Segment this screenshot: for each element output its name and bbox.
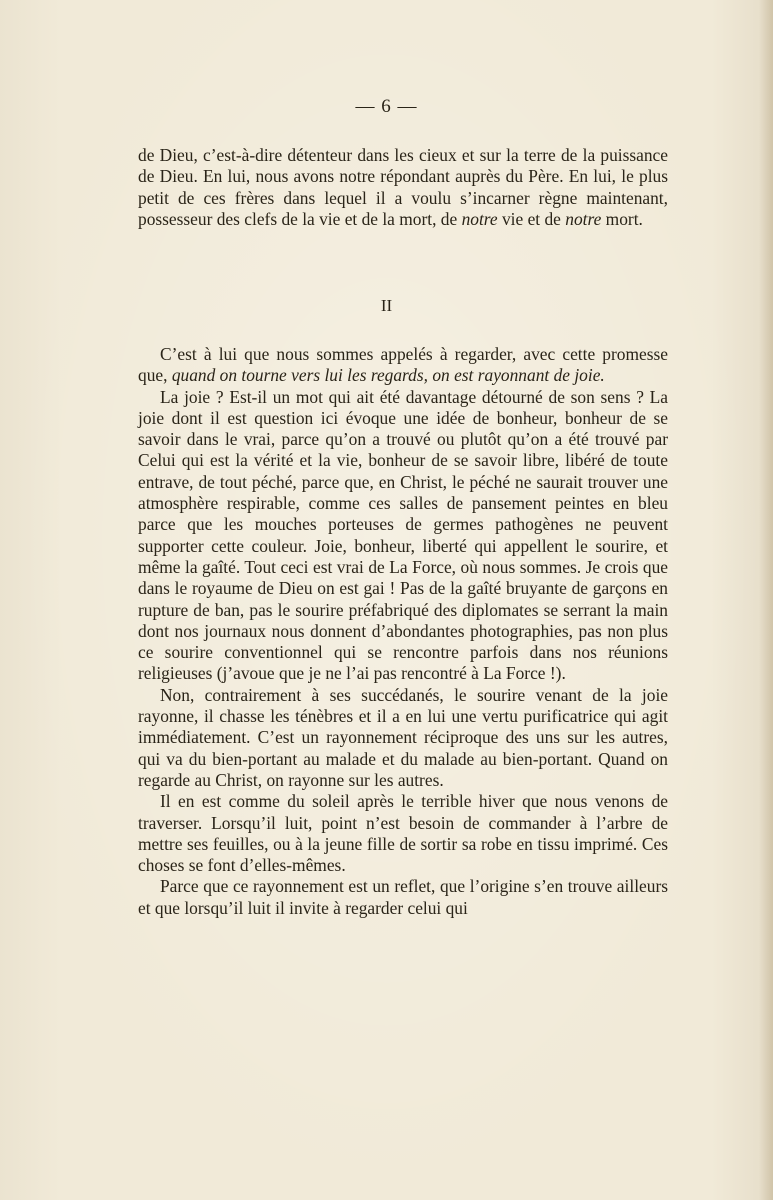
text-block-section-ii [138,344,668,919]
paragraph-continuation [138,145,668,230]
paragraph: Il en est comme du soleil après le terrible hiver que nous venons de traverser. Lorsqu’il luit, point n’est besoin de commander à l’arbre de mettre ses feuilles, ou à la jeune fille de sortir sa robe en tissu imprimé. Ces choses se font d’elles-mêmes. [138,791,668,876]
page-edge [759,0,773,1200]
paragraph: Non, contrairement à ses succédanés, le sourire venant de la joie rayonne, il chasse les ténèbres et il a en lui une vertu purificatrice qui agit immédiatement. C’est un rayonnement réciproque des uns sur les autres, qui va du bien-portant au malade et du malade au bien-portant. Quand on regarde au Christ, on rayonne sur les autres. [138,684,668,790]
emphasis-text: notre [565,208,602,229]
paragraph: La joie ? Est-il un mot qui ait été davantage détourné de son sens ? La joie dont il est question ici évoque une idée de bonheur, bonheur de se savoir dans le vrai, parce qu’on a trouvé ou plutôt qu’on a été trouvé par Celui qui est la vérité et la vie, bonheur de se savoir libre, libéré de toute entrave, de tout péché, parce que, en Christ, le péché ne saurait trouver une atmosphère respirable, comme ces salles de pansement peintes en bleu parce que les mouches porteuses de germes pathogènes ne peuvent supporter cette couleur. Joie, bonheur, liberté qui appellent le sourire, et même la gaîté. Tout ceci est vrai de La Force, où nous sommes. Je crois que dans le royaume de Dieu on est gai ! Pas de la gaîté bruyante de garçons en rupture de ban, pas le sourire préfabriqué des diplomates se serrant la main dont nos journaux nous donnent d’abondantes photographies, pas non plus ce sourire conventionnel qui se rencontre parfois dans nos réunions religieuses (j’avoue que je ne l’ai pas rencontré à La Force !). [138,386,668,684]
text-block-top [138,145,668,230]
paragraph-text: de Dieu, c’est-à-dire détenteur dans les cieux et sur la terre de la puissance de Dieu. En lui, nous avons notre répondant auprès du Père. En lui, le plus petit de ces frères dans lequel il a voulu s’incarner règne maintenant, possesseur des clefs de la vie et de la mort, de [138,145,668,229]
paragraph-text: vie et de [497,208,566,229]
emphasis-text: notre [461,208,498,229]
paragraph: Parce que ce rayonnement est un reflet, que l’origine s’en trouve ailleurs et que lorsqu’il luit il invite à regarder celui qui [138,876,668,918]
emphasis-quote: quand on tourne vers lui les regards, on est rayonnant de joie. [171,365,605,386]
paragraph [138,344,668,387]
paragraph-text: mort. [601,208,643,229]
paragraph-text: C’est à lui que nous sommes appelés à regarder, avec cette promesse que, [138,344,668,386]
section-heading: II [380,296,393,315]
page-number: — 6 — [355,96,418,117]
